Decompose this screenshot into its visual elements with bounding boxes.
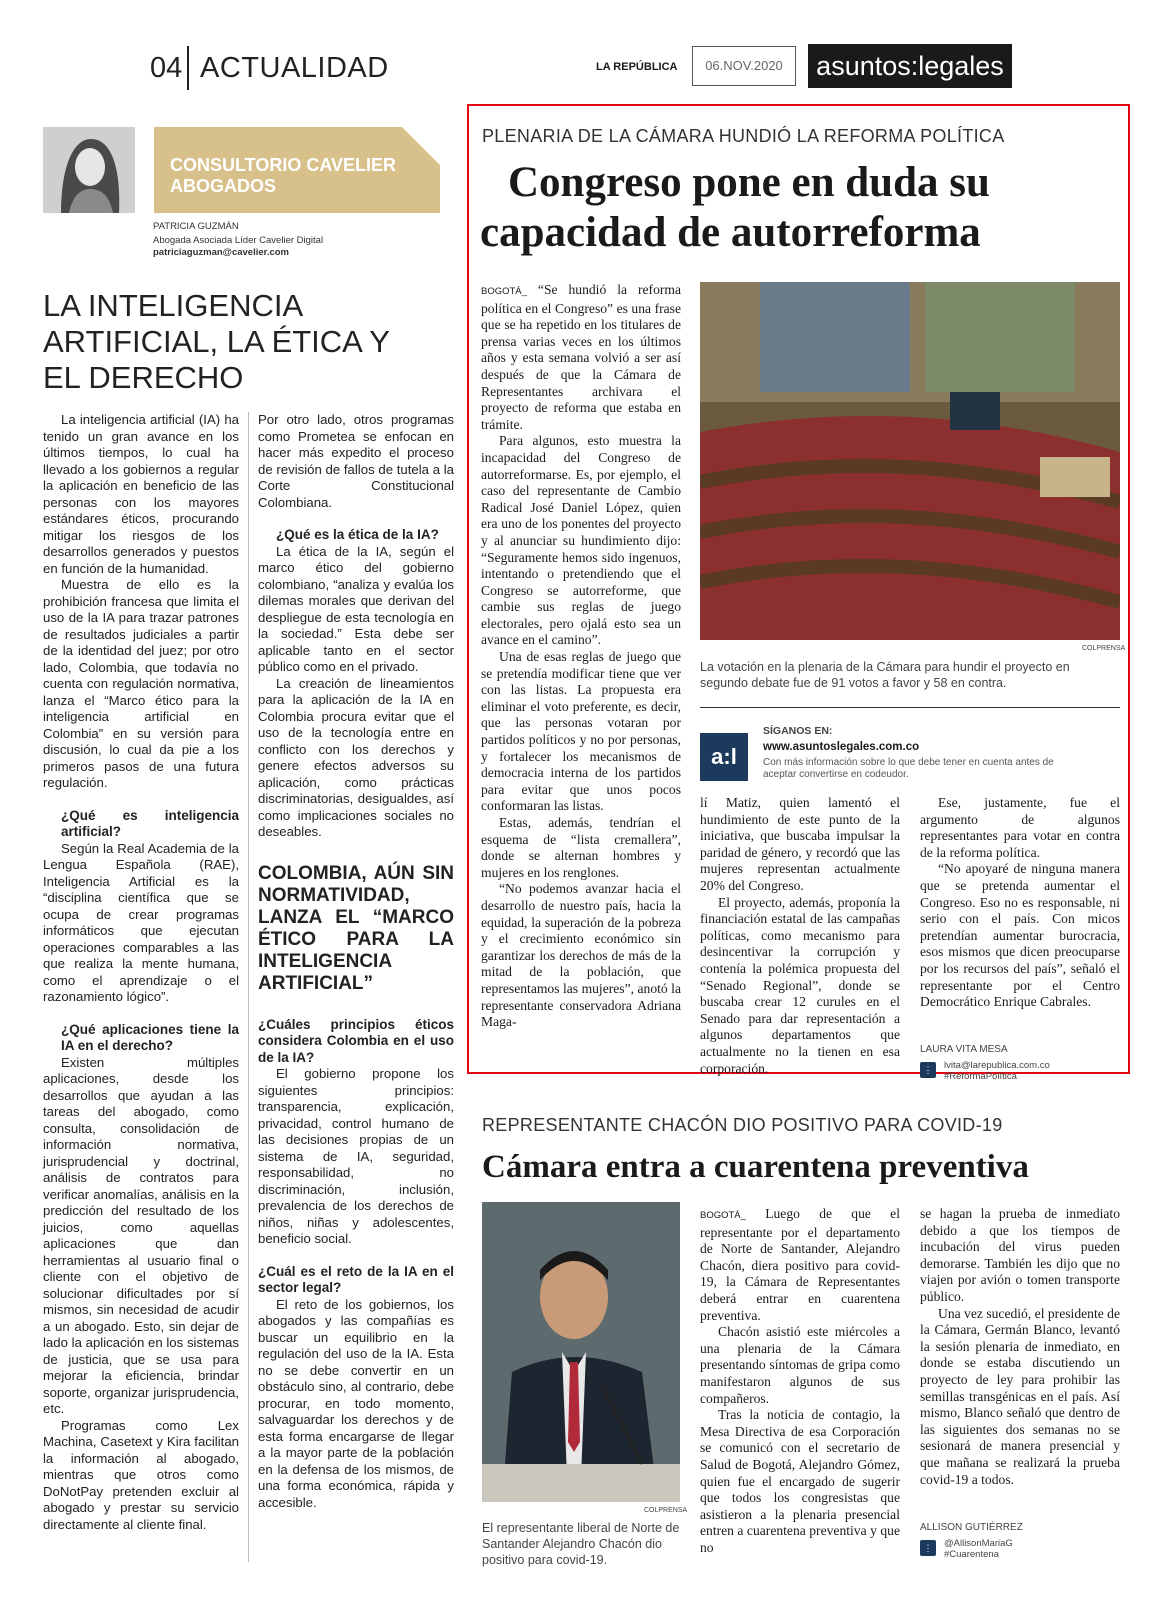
article2-headline: Cámara entra a cuarentena preventiva xyxy=(482,1149,1029,1185)
headline-line: capacidad de autorreforma xyxy=(480,209,981,256)
dateline: BOGOTÁ_ xyxy=(481,286,527,297)
contact-icon: ⋮ xyxy=(920,1540,936,1556)
author-portrait xyxy=(43,127,135,213)
article-text-col3 xyxy=(920,795,1120,1011)
author-handle[interactable]: @AllisonMariaG xyxy=(944,1538,1013,1549)
section-title: ACTUALIDAD xyxy=(200,52,389,84)
subheading: ¿Qué es la ética de la IA? xyxy=(276,527,439,542)
paragraph: Estas, además, tendrían el esquema de “lista cremallera”, donde se alternan hombres y mujeres en los renglones. xyxy=(481,815,681,880)
column-text-col1 xyxy=(43,412,239,1533)
dateline: BOGOTÁ_ xyxy=(700,1210,746,1221)
author-name: PATRICIA GUZMÁN xyxy=(153,221,239,232)
headline-line: Congreso pone en duda su xyxy=(508,159,990,206)
paragraph: Chacón asistió este miércoles a una plenaria de la Cámara presentando síntomas de gripa como manifestaron algunos de sus compañeros. xyxy=(700,1324,900,1406)
paragraph: Según la Real Academia de la Lengua Española (RAE), Inteligencia Artificial es la “disciplina científica que se ocupa de crear programas informáticos que ejecutan operaciones comparables a las que realiza la mente humana, como el aprendizaje o el razonamiento lógico”. xyxy=(43,840,239,1004)
column-text-col2 xyxy=(258,412,454,1511)
asuntos-legales-logo-icon: a:l xyxy=(700,733,748,781)
author-contact xyxy=(944,1538,1013,1560)
paragraph: La ética de la IA, según el marco ético del gobierno colombiano, “analiza y evalúa los dilemas morales que derivan del despliegue de esta tecnología en la sociedad.” Esta debe ser aplicable tanto en el sector público como en el privado. xyxy=(258,543,454,674)
article-author: LAURA VITA MESA xyxy=(920,1044,1008,1055)
article-headline xyxy=(480,158,1118,258)
contact-icon: ⋮ xyxy=(920,1062,936,1078)
paragraph: Para algunos, esto muestra la incapacidad del Congreso de autorreformarse. Es, por ejemplo, el caso del representante de Cambio Radical José Daniel López, quien era uno de los ponentes del proyecto y al anunciar su hundimiento dijo: “Seguramente hemos sido ingenuos, intentando o pretendiendo que el Congreso se autorreforme, que cambie sus reglas de juego electorales, pero ojalá esto sea un avance en el camino”. xyxy=(481,433,681,648)
page-number: 04 xyxy=(150,52,183,84)
pull-quote: COLOMBIA, AÚN SIN NORMATIVIDAD, LANZA EL “MARCO ÉTICO PARA LA INTELIGENCIA ARTIFICIAL” xyxy=(258,862,454,994)
follow-label: SÍGANOS EN: xyxy=(763,725,833,737)
article-text-col2 xyxy=(700,795,900,1077)
photo-credit: COLPRENSA xyxy=(644,1507,688,1514)
paragraph: “Se hundió la reforma política en el Congreso” es una frase que se ha repetido en los titulares de prensa varias veces en los últimos años y esta semana volvió a ser así después de que la Cámara de Representantes archivara el proyecto de reforma que estaba en trámite. xyxy=(481,282,681,432)
column-divider xyxy=(248,412,249,1562)
author-email[interactable]: patriciaguzman@cavelier.com xyxy=(153,247,289,258)
article2-text-col2 xyxy=(920,1206,1120,1488)
chacon-photo xyxy=(482,1202,680,1502)
hashtag: #ReformaPolítica xyxy=(944,1071,1017,1082)
paragraph: se hagan la prueba de inmediato debido a que los tiempos de incubación del virus pueden demorarse. También les dijo que no viajen por avión o tomen transporte público. xyxy=(920,1206,1120,1304)
chamber-photo xyxy=(700,282,1120,640)
hashtag: #Cuarentena xyxy=(944,1549,999,1560)
paragraph: Tras la noticia de contagio, la Mesa Directiva de esa Corporación se comunicó con el secretario de Salud de Bogotá, Alejandro Gómez, quien fue el encargado de sugerir que todos los congresistas que asistieron a la plenaria presencial entren a cuarentena preventiva y que no xyxy=(700,1407,900,1555)
author-role: Abogada Asociada Líder Cavelier Digital xyxy=(153,235,324,246)
issue-date: 06.NOV.2020 xyxy=(692,46,796,86)
paragraph: El reto de los gobiernos, los abogados y las compañías es buscar un equilibrio en la regulación del uso de la IA. Esta no se debe convertir en un obstáculo sino, al contrario, debe procurar, en todo momento, salvaguardar los derechos y de esta forma encargarse de llegar a la mayor parte de la población en la defensa de los mismos, de una forma económica, rápida y accesible. xyxy=(258,1296,454,1510)
paragraph: El gobierno propone los siguientes principios: transparencia, explicación, privacidad, control humano de las decisiones propias de un sistema de IA, seguridad, responsabilidad, no discriminación, inclusión, prevalencia de los derechos de niños, niñas y adolescentes, beneficio social. xyxy=(258,1066,454,1246)
author-contact xyxy=(944,1060,1050,1082)
paragraph: Muestra de ello es la prohibición francesa que limita el uso de la IA para trazar patrones de resultados judiciales a partir de la identidad del juez; por otro lado, Colombia, que todavía no cuenta con regulación normativa, lanza el “Marco ético para la inteligencia artificial en Colombia” en su versión para discusión, lo cual da pie a los primeros pasos de una futura regulación. xyxy=(43,577,239,790)
paragraph: Una de esas reglas de juego que se pretendía modificar tiene que ver con las listas. La propuesta era eliminar el voto preferente, es decir, que las personas votaran por partidos políticos y no por personas, y fortalecer los mecanismos de democracia interna de los partidos para evitar que unos pocos conformaran las listas. xyxy=(481,649,681,814)
paragraph: Luego de que el representante por el departamento de Norte de Santander, Alejandro Chacón, diera positivo para covid-19, la Cámara de Representantes deberá entrar en cuarentena preventiva. xyxy=(700,1206,900,1323)
paragraph: lí Matiz, quien lamentó el hundimiento de este punto de la iniciativa, que buscaba impulsar la paridad de género, y recordó que las mujeres representan actualmente 20% del Congreso. xyxy=(700,795,900,893)
author-email[interactable]: lvita@larepublica.com.co xyxy=(944,1060,1050,1071)
brand-logo: asuntos:legales xyxy=(808,44,1012,88)
photo-caption: El representante liberal de Norte de Santander Alejandro Chacón dio positivo para covid-19. xyxy=(482,1521,680,1567)
subheading: ¿Qué aplicaciones tiene la IA en el derecho? xyxy=(61,1021,239,1053)
column-title: LA INTELIGENCIA ARTIFICIAL, LA ÉTICA Y EL DERECHO xyxy=(43,288,390,395)
subheading: ¿Qué es inteligencia artificial? xyxy=(61,807,239,839)
subheading: ¿Cuál es el reto de la IA en el sector legal? xyxy=(258,1263,454,1295)
header-divider xyxy=(187,46,189,90)
article2-kicker: REPRESENTANTE CHACÓN DIO POSITIVO PARA COVID-19 xyxy=(482,1115,1003,1135)
photo-credit: COLPRENSA xyxy=(1082,645,1126,652)
paragraph: “No apoyaré de ninguna manera que se pretenda aumentar el Congreso. Eso no es responsable, ni serio con el país. Con micos pretendían aumentar burocracia, esos mismos que dicen preocuparse por los recursos del país”, señaló el representante por el Centro Democrático Enrique Cabrales. xyxy=(920,861,1120,1010)
paragraph: Por otro lado, otros programas como Prometea se enfocan en hacer más expedito el proceso de revisión de fallos de tutela a la Corte Constitucional Colombiana. xyxy=(258,412,454,510)
article2-text-col1 xyxy=(700,1206,900,1556)
article2-author: ALLISON GUTIÉRREZ xyxy=(920,1522,1023,1533)
newspaper-name: LA REPÚBLICA xyxy=(596,61,678,73)
paragraph: Ese, justamente, fue el argumento de algunos representantes para votar en contra de la reforma política. xyxy=(920,795,1120,860)
photo-caption: La votación en la plenaria de la Cámara para hundir el proyecto en segundo debate fue de 91 votos a favor y 58 en contra. xyxy=(700,660,1070,690)
article-kicker: PLENARIA DE LA CÁMARA HUNDIÓ LA REFORMA POLÍTICA xyxy=(482,126,1005,146)
paragraph: “No podemos avanzar hacia el desarrollo de nuestro país, hacia la equidad, la superación de la pobreza y el crecimiento económico sin garantizar los derechos de más de la mitad de la población, que representamos las mujeres”, anotó la representante conservadora Adriana Maga- xyxy=(481,881,681,1030)
paragraph: La creación de lineamientos para la aplicación de la IA en Colombia procura evitar que el uso de la tecnología entre en conflicto con los derechos y genere efectos adversos su aplicación, como prácticas discriminatorias, desigualdes, así como implicaciones sociales no deseables. xyxy=(258,675,454,839)
paragraph: Programas como Lex Machina, Casetext y Kira facilitan la información al abogado, mientras que otros como DoNotPay pretenden excluir al abogado y prestar su servicio directamente al cliente final. xyxy=(43,1417,239,1532)
follow-text: Con más información sobre lo que debe tener en cuenta antes de aceptar convertirse en codeudor. xyxy=(763,757,1054,780)
divider xyxy=(700,707,1120,708)
column-name: CONSULTORIO CAVELIER ABOGADOS xyxy=(170,155,397,196)
paragraph: Existen múltiples aplicaciones, desde los desarrollos que ayudan a las tareas del abogado, como consulta, consolidación de información normativa, jurisprudencial y doctrinal, análisis de contratos para verificar anomalías, análisis en la predicción del resultado de los juicios, como aquellas aplicaciones que dan herramientas al usuario final o cliente con el objetivo de solucionar dificultades por sí mismos, sin necesidad de acudir a un abogado. Esto, sin dejar de lado la aplicación en los sistemas de justicia, que se usa para mejorar la eficiencia, brindar soporte, organizar jurisprudencia, etc. xyxy=(43,1054,239,1416)
paragraph: Una vez sucedió, el presidente de la Cámara, Germán Blanco, levantó la sesión plenaria de inmediato, en donde se estaba discutiendo un proyecto de ley para prohibir las semillas transgénicas en el país. Así mismo, Blanco señaló que dentro de las siguientes dos semanas no se sesionará de manera presencial y que mañana se realizará la prueba covid-19 a todos. xyxy=(920,1305,1120,1487)
subheading: ¿Cuáles principios éticos considera Colombia en el uso de la IA? xyxy=(258,1016,454,1065)
follow-link[interactable]: www.asuntoslegales.com.co xyxy=(763,741,920,753)
paragraph: La inteligencia artificial (IA) ha tenido un gran avance en los últimos tiempos, lo cual ha llevado a los gobiernos a regular la aplicación en beneficio de las personas con los mayores estándares éticos, procurando mitigar los riesgos de los desarrollos generados y puestos en función de la humanidad. xyxy=(43,412,239,576)
article-text-col1 xyxy=(481,282,681,1031)
paragraph: El proyecto, además, proponía la financiación estatal de las campañas políticas, como mecanismo para desincentivar la corrupción y contenía la polémica propuesta del “Senado Regional”, donde se buscaba crear 12 curules en el Senado para dar representación a algunos departamentos que actualmente no la tienen en esa corporación. xyxy=(700,894,900,1076)
